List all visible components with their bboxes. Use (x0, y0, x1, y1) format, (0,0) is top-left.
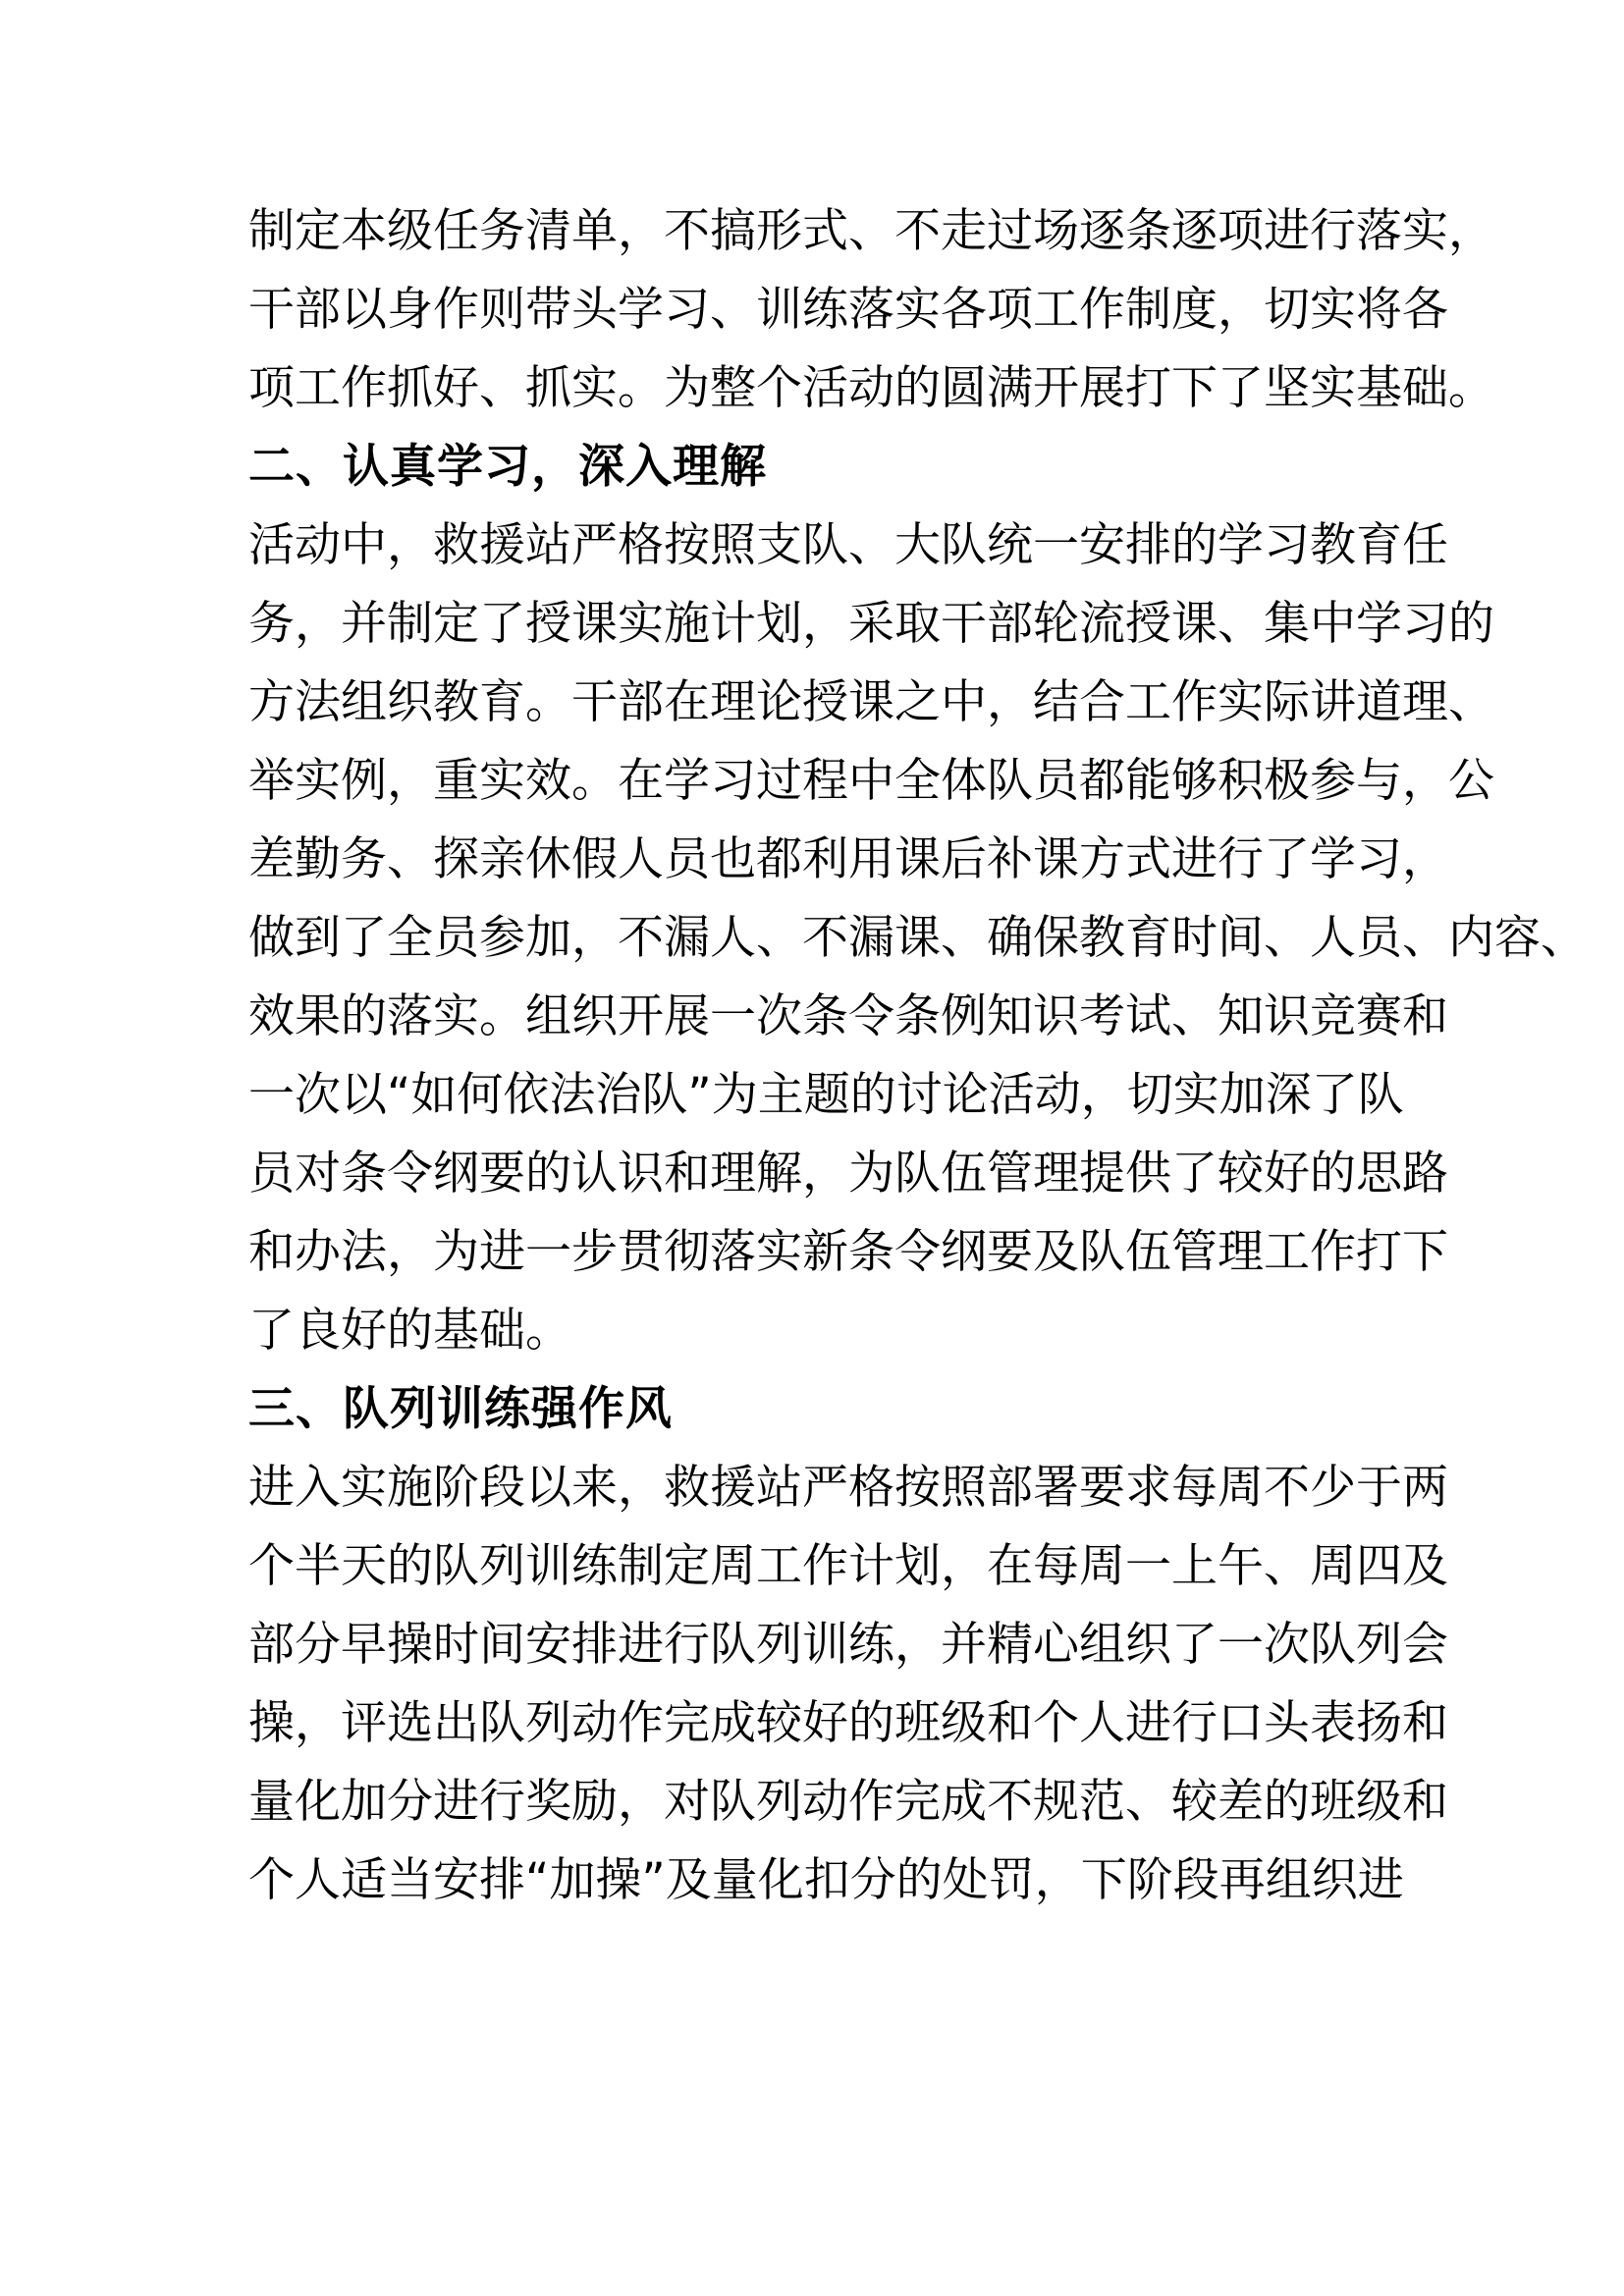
text-line: 制定本级任务清单，不搞形式、不走过场逐条逐项进行落实， (248, 204, 1494, 258)
paragraph-section-three (248, 1449, 1448, 1920)
text-line: 效果的落实。组织开展一次条令条例知识考试、知识竞赛和 (248, 989, 1448, 1043)
text-line: 活动中，救援站严格按照支队、大队统一安排的学习教育任 (248, 518, 1448, 572)
text-line: 做到了全员参加，不漏人、不漏课、确保教育时间、人员、内容、 (248, 911, 1587, 965)
text-line: 方法组织教育。干部在理论授课之中，结合工作实际讲道理、 (248, 675, 1494, 729)
paragraph-section-two (248, 507, 1587, 1370)
text-line: 干部以身作则带头学习、训练落实各项工作制度，切实将各 (248, 283, 1448, 337)
text-line: 个人适当安排“加操”及量化扣分的处罚，下阶段再组织进 (248, 1853, 1404, 1907)
heading-three: 三、队列训练强作风 (248, 1382, 673, 1436)
text-line: 进入实施阶段以来，救援站严格按照部署要求每周不少于两 (248, 1461, 1448, 1515)
text-line: 操，评选出队列动作完成较好的班级和个人进行口头表扬和 (248, 1696, 1448, 1750)
document-body (248, 192, 1587, 1920)
text-line: 务，并制定了授课实施计划，采取干部轮流授课、集中学习的 (248, 597, 1494, 651)
text-line: 了良好的基础。 (248, 1304, 571, 1358)
text-line: 一次以“如何依法治队”为主题的讨论活动，切实加深了队 (248, 1068, 1404, 1122)
text-line: 个半天的队列训练制定周工作计划，在每周一上午、周四及 (248, 1539, 1448, 1593)
text-line: 员对条令纲要的认识和理解，为队伍管理提供了较好的思路 (248, 1147, 1448, 1201)
text-line: 举实例，重实效。在学习过程中全体队员都能够积极参与，公 (248, 754, 1494, 808)
text-line: 部分早操时间安排进行队列训练，并精心组织了一次队列会 (248, 1618, 1448, 1672)
text-line: 项工作抓好、抓实。为整个活动的圆满开展打下了坚实基础。 (248, 361, 1494, 415)
heading-two: 二、认真学习，深入理解 (248, 440, 767, 494)
text-line: 和办法，为进一步贯彻落实新条令纲要及队伍管理工作打下 (248, 1225, 1448, 1279)
paragraph-section-one-tail (248, 192, 1494, 428)
text-line: 量化加分进行奖励，对队列动作完成不规范、较差的班级和 (248, 1775, 1448, 1829)
text-line: 差勤务、探亲休假人员也都利用课后补课方式进行了学习， (248, 832, 1448, 886)
